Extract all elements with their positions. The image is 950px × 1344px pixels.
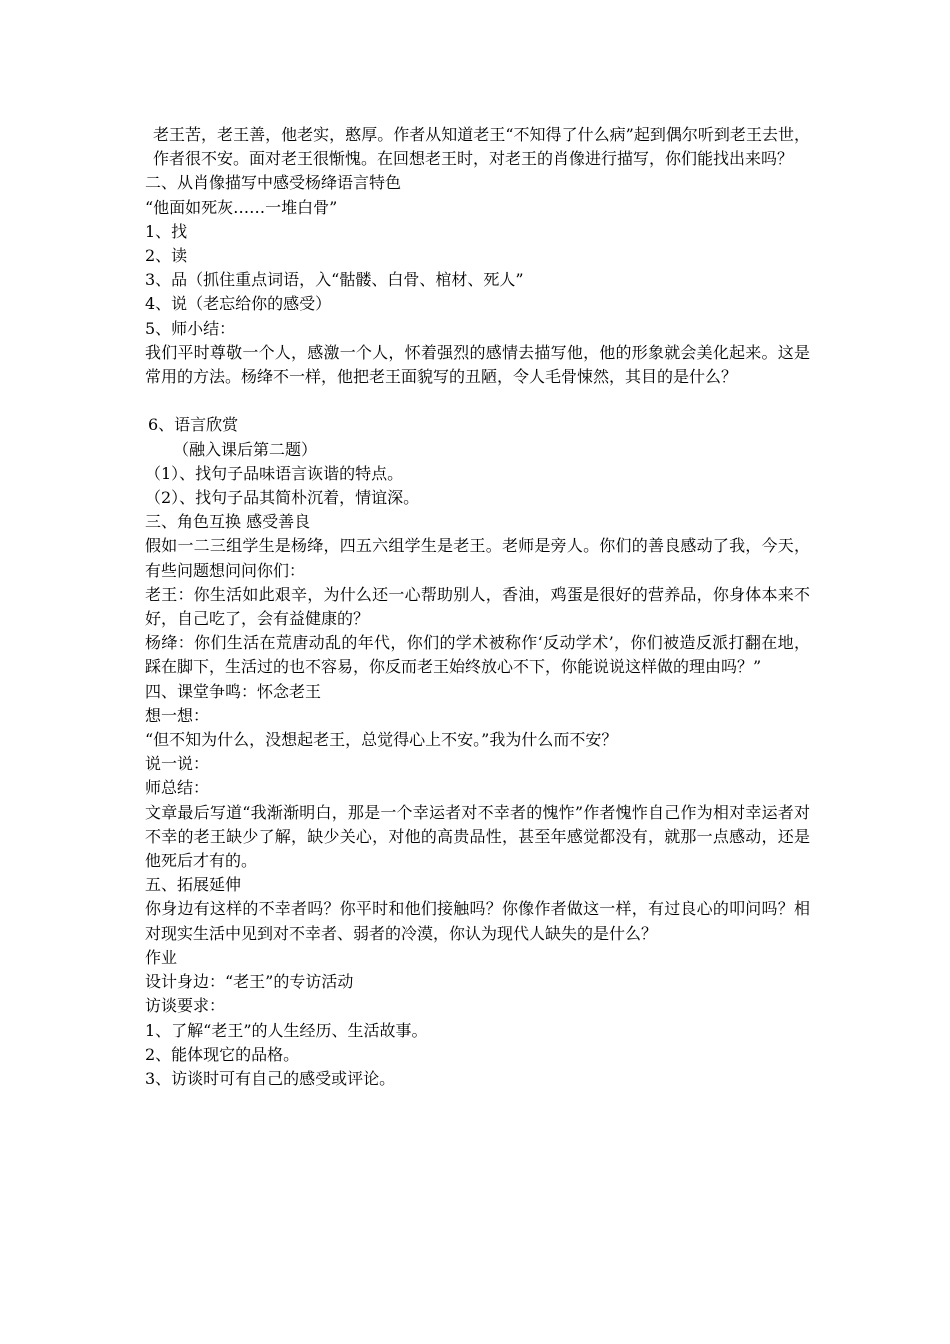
think-quote: “但不知为什么，没想起老王，总觉得心上不安。”我为什么而不安？ [145, 730, 618, 750]
blank-line [145, 389, 810, 413]
conclusion-paragraph: 文章最后写道“我渐渐明白，那是一个幸运者对不幸者的愧怍”作者愧怍自己作为相对幸运者对不幸的老王缺少了解，缺少关心，对他的高贵品性，甚至年感觉都没有，就那一点感动，还是他死后才有的。 [145, 802, 810, 871]
think-prompt: 想一想： [145, 705, 210, 725]
step-6-note: （融入课后第二题） [173, 439, 318, 459]
document-page [145, 123, 810, 1091]
step-5: 5、师小结： [145, 318, 236, 338]
requirement-3: 3、访谈时可有自己的感受或评论。 [145, 1068, 396, 1088]
step-6-item-2: （2）、找句子品其简朴沉着，情谊深。 [145, 488, 420, 508]
interview-requirements-label: 访谈要求： [145, 996, 226, 1016]
step-1: 1、找 [145, 221, 188, 241]
laowang-question: 老王：你生活如此艰辛，为什么还一心帮助别人，香油，鸡蛋是很好的营养品，你身体本来不好，自己吃了，会有益健康的？ [145, 584, 810, 629]
section-4-heading: 四、课堂争鸣：怀念老王 [145, 681, 322, 701]
intro-paragraph: 老王苦，老王善，他老实，憨厚。作者从知道老王“不知得了什么病”起到偶尔听到老王去世，作者很不安。面对老王很惭愧。在回想老王时，对老王的肖像进行描写，你们能找出来吗？ [153, 125, 810, 169]
role-swap-paragraph: 假如一二三组学生是杨绛，四五六组学生是老王。老师是旁人。你们的善良感动了我，今天，有些问题想问问你们： [145, 536, 810, 580]
say-prompt: 说一说： [145, 754, 210, 774]
step-3: 3、品（抓住重点词语，入“骷髅、白骨、棺材、死人” [145, 270, 524, 290]
section-2-heading: 二、从肖像描写中感受杨绛语言特色 [145, 173, 402, 193]
step-6-item-1: （1）、找句子品味语言诙谐的特点。 [145, 463, 404, 483]
teacher-summary-paragraph: 我们平时尊敬一个人，感激一个人，怀着强烈的感情去描写他，他的形象就会美化起来。这是常用的方法。杨绛不一样，他把老王面貌写的丑陋，令人毛骨悚然，其目的是什么？ [145, 342, 810, 387]
section-5-heading: 五、拓展延伸 [145, 875, 242, 895]
section-3-heading: 三、角色互换 感受善良 [145, 512, 311, 532]
step-6: 6、语言欣赏 [148, 415, 239, 435]
extension-paragraph: 你身边有这样的不幸者吗？你平时和他们接触吗？你像作者做这一样，有过良心的叩问吗？相对现实生活中见到对不幸者、弱者的冷漠，你认为现代人缺失的是什么？ [145, 899, 810, 943]
step-2: 2、读 [145, 246, 188, 266]
step-4: 4、说（老忘给你的感受） [145, 294, 332, 314]
portrait-quote: “他面如死灰……一堆白骨” [145, 197, 338, 217]
teacher-summary-label: 师总结： [145, 778, 210, 798]
homework-heading: 作业 [145, 947, 178, 967]
yangjiang-question: 杨绛：你们生活在荒唐动乱的年代，你们的学术被称作‘反动学术’，你们被造反派打翻在地，踩在脚下，生活过的也不容易，你反而老王始终放心不下，你能说说这样做的理由吗？” [145, 633, 810, 677]
homework-task: 设计身边：“老王”的专访活动 [145, 972, 354, 992]
requirement-2: 2、能体现它的品格。 [145, 1044, 300, 1064]
requirement-1: 1、了解“老王”的人生经历、生活故事。 [145, 1020, 428, 1040]
